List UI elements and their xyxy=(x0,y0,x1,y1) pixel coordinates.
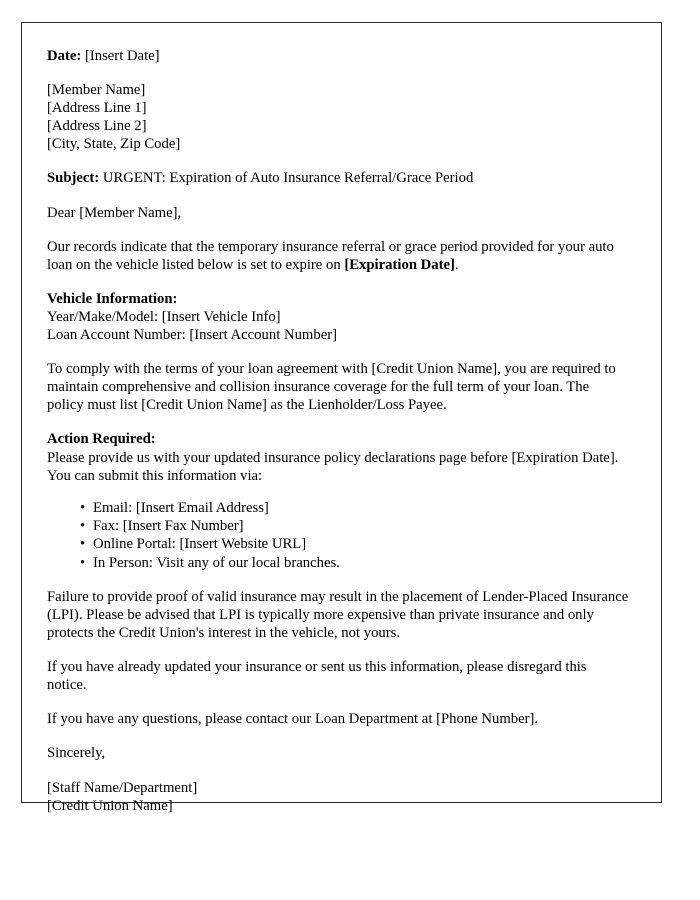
signature-block xyxy=(47,779,629,815)
recipient-address-line-1: [Address Line 1] xyxy=(47,100,147,117)
submission-method-fax: Fax: [Insert Fax Number] xyxy=(93,517,244,534)
signature-staff-name: [Staff Name/Department] xyxy=(47,779,198,796)
list-item xyxy=(80,517,629,535)
salutation: Dear [Member Name], xyxy=(47,204,182,221)
intro-paragraph-text-part-1: Our records indicate that the temporary insurance referral or grace period provided for your auto loan on the vehicle listed below is set to expire on xyxy=(47,238,614,273)
compliance-paragraph: To comply with the terms of your loan agreement with [Credit Union Name], you are required to maintain comprehensive and collision insurance coverage for the full term of your loan. The policy must list [Credit Union Name] as the Lienholder/Loss Payee. xyxy=(47,361,616,414)
vehicle-information-section xyxy=(47,290,629,344)
questions-contact-paragraph: If you have any questions, please contact our Loan Department at [Phone Number]. xyxy=(47,711,539,728)
recipient-address-line-2: [Address Line 2] xyxy=(47,118,147,135)
vehicle-loan-account-number: Loan Account Number: [Insert Account Number] xyxy=(47,327,337,344)
date-line xyxy=(47,47,629,65)
disregard-notice-paragraph: If you have already updated your insurance or sent us this information, please disregard this notice. xyxy=(47,659,587,694)
action-required-section xyxy=(47,430,629,484)
bullet-icon: • xyxy=(80,536,86,553)
bullet-icon: • xyxy=(80,554,86,571)
recipient-city-state-zip: [City, State, Zip Code] xyxy=(47,136,181,153)
subject-value: URGENT: Expiration of Auto Insurance Referral/Grace Period xyxy=(102,170,474,187)
letter-page xyxy=(21,22,662,814)
vehicle-information-heading: Vehicle Information: xyxy=(47,290,178,307)
intro-paragraph-text-part-2: . xyxy=(454,256,459,273)
action-required-instruction: Please provide us with your updated insurance policy declarations page before [Expiration Date]. You can submit this information via: xyxy=(47,449,619,484)
expiration-date-placeholder: [Expiration Date] xyxy=(344,256,455,273)
submission-method-in-person: In Person: Visit any of our local branches. xyxy=(93,554,340,571)
bullet-icon: • xyxy=(80,499,86,516)
date-value: [Insert Date] xyxy=(84,48,160,64)
letter-content xyxy=(22,23,661,815)
vehicle-year-make-model: Year/Make/Model: [Insert Vehicle Info] xyxy=(47,308,281,325)
closing-salutation: Sincerely, xyxy=(47,745,106,762)
date-label: Date: xyxy=(47,48,82,64)
list-item xyxy=(80,554,629,572)
list-item xyxy=(80,499,629,517)
submission-method-online-portal: Online Portal: [Insert Website URL] xyxy=(93,536,307,553)
list-item xyxy=(80,535,629,553)
subject-label: Subject: xyxy=(47,170,100,187)
bullet-icon: • xyxy=(80,517,86,534)
recipient-address-block xyxy=(47,81,629,153)
subject-line xyxy=(47,169,629,187)
recipient-member-name: [Member Name] xyxy=(47,82,146,99)
lpi-warning-paragraph: Failure to provide proof of valid insurance may result in the placement of Lender-Placed Insurance (LPI). Please be advised that LPI is typically more expensive than private insurance and only protects the Credit Union's interest in the vehicle, not yours. xyxy=(47,588,629,642)
signature-credit-union-name: [Credit Union Name] xyxy=(47,797,173,814)
action-required-heading: Action Required: xyxy=(47,431,156,448)
intro-paragraph xyxy=(47,238,629,274)
submission-method-email: Email: [Insert Email Address] xyxy=(93,499,269,516)
submission-methods-list xyxy=(47,499,629,572)
